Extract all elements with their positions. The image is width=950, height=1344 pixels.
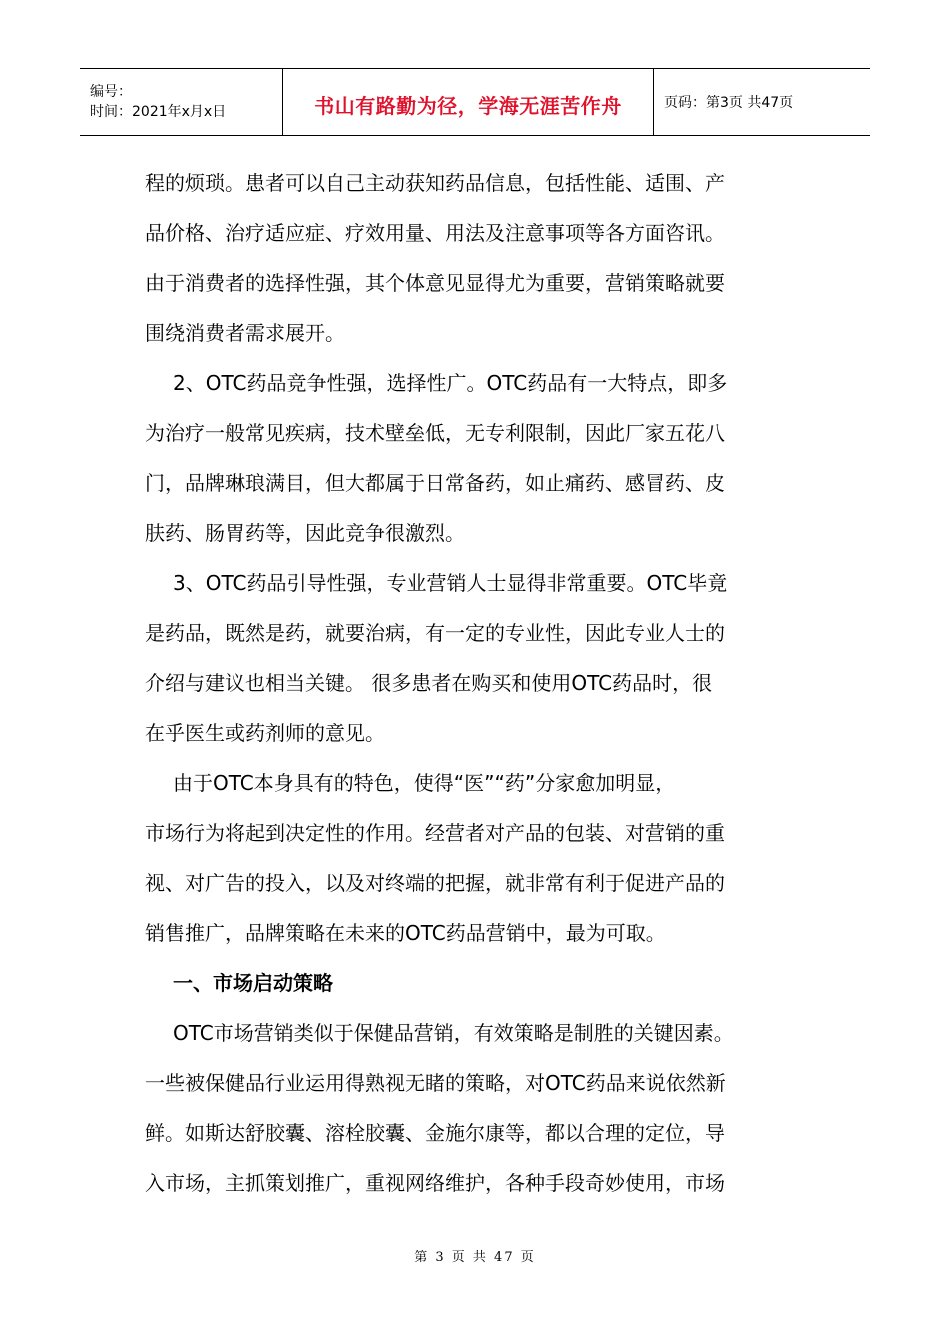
body-line: 门，品牌琳琅满目，但大都属于日常备药，如止痛药、感冒药、皮 xyxy=(145,471,725,495)
document-body xyxy=(145,158,807,1208)
body-line: 是药品，既然是药，就要治病，有一定的专业性，因此专业人士的 xyxy=(145,621,725,645)
body-line: 市场行为将起到决定性的作用。经营者对产品的包装、对营销的重 xyxy=(145,821,725,845)
header-page-cell xyxy=(654,69,870,135)
body-line: 介绍与建议也相当关键。 很多患者在购买和使用OTC药品时，很 xyxy=(145,671,713,695)
header-motto: 书山有路勤为径，学海无涯苦作舟 xyxy=(314,93,622,118)
body-line: 2、OTC药品竞争性强，选择性广。OTC药品有一大特点，即多 xyxy=(173,371,728,395)
header-page-label: 页码：第3页 共47页 xyxy=(664,95,794,111)
time-label: 时间：2021年x月x日 xyxy=(90,104,227,120)
body-line: 围绕消费者需求展开。 xyxy=(145,321,345,345)
header-motto-cell xyxy=(283,69,654,135)
body-line: 入市场，主抓策划推广，重视网络维护，各种手段奇妙使用，市场 xyxy=(145,1171,725,1195)
body-line: 一些被保健品行业运用得熟视无睹的策略，对OTC药品来说依然新 xyxy=(145,1071,726,1095)
body-line: 为治疗一般常见疾病，技术壁垒低，无专利限制，因此厂家五花八 xyxy=(145,421,725,445)
body-line: 3、OTC药品引导性强，专业营销人士显得非常重要。OTC毕竟 xyxy=(173,571,728,595)
body-line: 肤药、肠胃药等，因此竞争很激烈。 xyxy=(145,521,465,545)
body-line: 由于消费者的选择性强，其个体意见显得尤为重要，营销策略就要 xyxy=(145,271,725,295)
body-line: 由于OTC本身具有的特色，使得“医”“药”分家愈加明显， xyxy=(173,771,676,795)
page-header xyxy=(80,68,870,136)
body-line: 在乎医生或药剂师的意见。 xyxy=(145,721,385,745)
body-line: OTC市场营销类似于保健品营销，有效策略是制胜的关键因素。 xyxy=(173,1021,734,1045)
body-line: 程的烦琐。患者可以自己主动获知药品信息，包括性能、适围、产 xyxy=(145,171,725,195)
header-meta xyxy=(80,69,283,135)
section-heading: 一、市场启动策略 xyxy=(173,971,333,995)
body-line: 销售推广，品牌策略在未来的OTC药品营销中，最为可取。 xyxy=(145,921,666,945)
number-label: 编号： xyxy=(90,84,132,100)
body-line: 品价格、治疗适应症、疗效用量、用法及注意事项等各方面咨讯。 xyxy=(145,221,725,245)
page-footer: 第 3 页 共 47 页 xyxy=(414,1250,536,1265)
body-line: 视、对广告的投入，以及对终端的把握，就非常有利于促进产品的 xyxy=(145,871,725,895)
body-line: 鲜。如斯达舒胶囊、溶栓胶囊、金施尔康等，都以合理的定位，导 xyxy=(145,1121,725,1145)
